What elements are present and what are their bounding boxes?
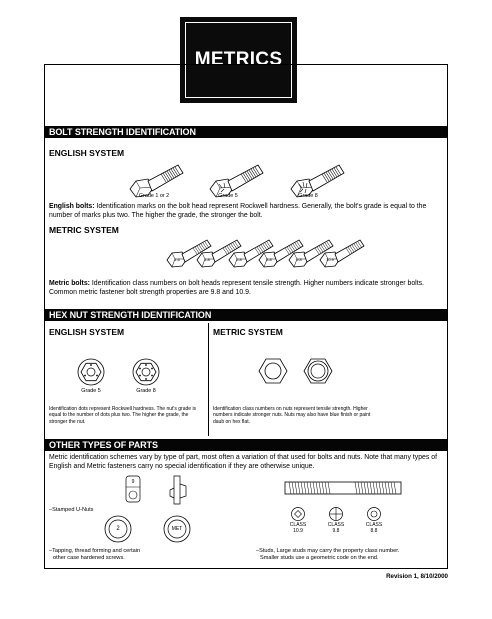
stud-code-circle <box>368 508 381 521</box>
nut-english-text: Identification dots represent Rockwell hardness. The nut's grade is equal to the number of dots plus two. The higher the grade, the stronger the nut. <box>49 406 197 425</box>
stud-label <box>256 548 399 562</box>
screw-mark-1: 2 <box>116 526 120 532</box>
stud-class-1 <box>283 522 313 535</box>
screw-mark-2: MET <box>171 526 183 532</box>
stud-code-diamond <box>292 508 305 521</box>
metric-class-4: 8.8 <box>266 257 272 262</box>
english-bolts-text: Identification marks on the bolt head represent Rockwell hardness. Generally, the bolt's grade is equal to the number of marks plus two. The higher the grade, the stronger the bolt. <box>49 203 427 219</box>
stud-code-cross <box>330 508 343 521</box>
nut-section-heading: HEX NUT STRENGTH IDENTIFICATION <box>45 309 447 321</box>
stud-class-2 <box>321 522 351 535</box>
page-title: METRICS <box>194 49 283 70</box>
other-intro: Metric identification schemes vary by type of part, most often a variation of that used for bolts and nuts. Note that many types of English and Metric fasteners carry no special identification if they are otherwise unique. <box>49 454 437 470</box>
stud-class-1-value: 10.9 <box>293 528 303 535</box>
nut-metric-text: Identification class numbers on nuts represent tensile strength. Higher numbers indicate stronger nuts. Nuts may also have blue finish or paint daub on hex flat. <box>213 406 371 425</box>
english-bolts-bold: English bolts: <box>49 203 95 210</box>
nut-grade-label-1: Grade 5 <box>81 388 101 394</box>
bolt-metric-title: METRIC SYSTEM <box>49 225 119 235</box>
other-section-heading: OTHER TYPES OF PARTS <box>45 439 447 451</box>
nut-grade-label-2: Grade 8 <box>136 388 156 394</box>
tapping-label-line-1: –Tapping, thread forming and certain <box>49 548 141 554</box>
tapping-label <box>49 548 140 562</box>
stud-class-3-value: 8.8 <box>370 528 378 535</box>
stud-class-2-value: 9.8 <box>332 528 340 535</box>
tapping-label-line-2: other case hardened screws. <box>53 555 125 561</box>
metric-class-6: 10.9 <box>326 257 334 262</box>
stud-label-line-1: –Studs, Large studs may carry the property class number. <box>256 548 400 554</box>
nut-english-title: ENGLISH SYSTEM <box>49 327 125 337</box>
stamped-label: –Stamped U-Nuts <box>49 507 94 513</box>
bolt-english-title: ENGLISH SYSTEM <box>49 148 125 158</box>
stud <box>285 482 401 494</box>
stud-label-line-2: Smaller studs use a geometric code on the end. <box>260 555 379 561</box>
u-nut-side <box>170 476 186 504</box>
stud-class-1-label: CLASS <box>289 522 307 528</box>
nut-metric-title: METRIC SYSTEM <box>213 327 283 337</box>
revision: Revision 1, 8/10/2000 <box>386 573 448 580</box>
stud-class-2-label: CLASS <box>327 522 345 528</box>
metric-bolts-bold: Metric bolts: <box>49 280 90 287</box>
u-nut-mark: 9 <box>131 479 135 485</box>
metric-bolts-text: Identification class numbers on bolt heads represent tensile strength. Higher numbers indicate stronger bolts. Common metric fastener bolt strength properties are 9.8 and 10.9. <box>49 280 424 296</box>
metric-class-5: 9.8 <box>296 257 302 262</box>
metric-class-1: 4.6 <box>174 257 180 262</box>
stud-class-3 <box>359 522 389 535</box>
bolt-section-heading: BOLT STRENGTH IDENTIFICATION <box>45 126 447 138</box>
metric-class-2: 4.8 <box>204 257 210 262</box>
grade-label-1: Grade 1 or 2 <box>138 193 170 199</box>
grade-label-2: Grade 5 <box>218 193 238 199</box>
stud-class-3-label: CLASS <box>365 522 383 528</box>
grade-label-3: Grade 8 <box>298 193 318 199</box>
metric-class-3: 5.8 <box>236 257 242 262</box>
